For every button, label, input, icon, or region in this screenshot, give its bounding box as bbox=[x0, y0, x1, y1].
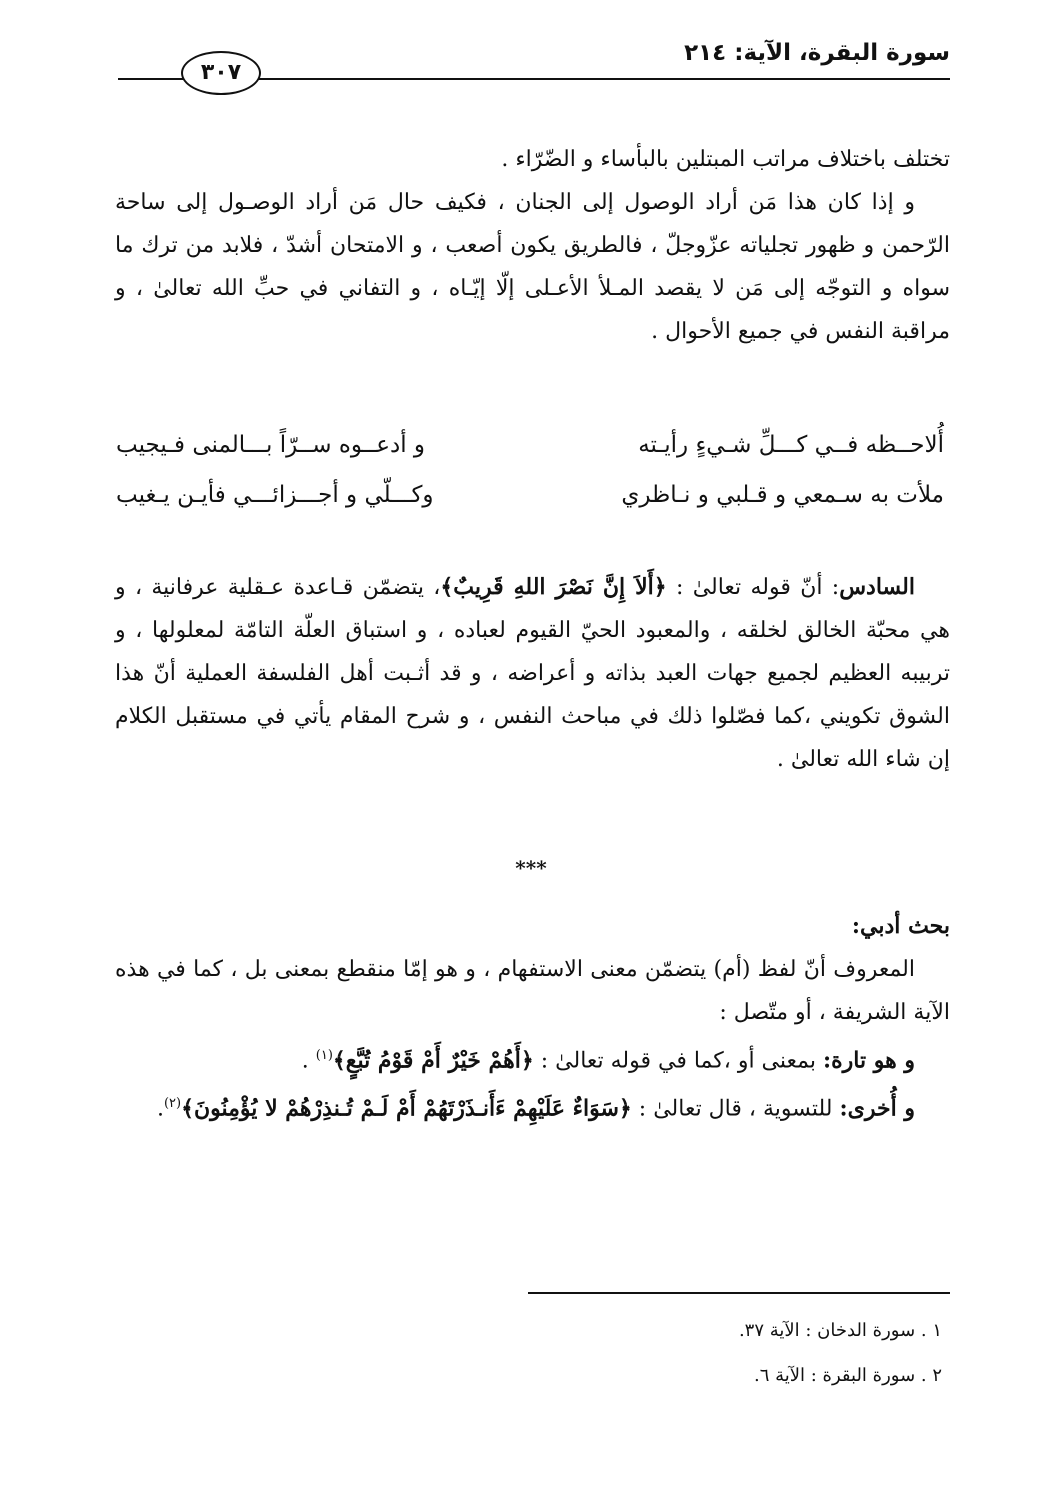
quran-verse: ﴿أَهُمْ خَيْرٌ أَمْ قَوْمُ تُبَّعٍ﴾ bbox=[332, 1047, 534, 1074]
opening-text bbox=[115, 138, 950, 353]
poem-verse-2 bbox=[116, 482, 944, 508]
section-six-intro: : أنّ قوله تعالىٰ : bbox=[666, 575, 840, 600]
paragraph-paradise: و إذا كان هذا مَن أراد الوصول إلى الجنان ، فكيف حال مَن أراد الوصـول إلى ساحة الرّحمن و ظهور تجلياته عزّوجلّ ، فالطريق يكون أصعب ، و الامتحان أشدّ ، فلابد من ترك ما سواه و التوجّه إلى مَن لا يقصد المـلأ الأعـلى إلّا إيّـاه ، و التفاني في حبِّ الله تعالىٰ ، و مراقبة النفس في جميع الأحوال . bbox=[115, 190, 950, 344]
poem-hemistich-left: وكـــلّي و أجـــزائـــي فأيـن يـغيب bbox=[116, 482, 434, 508]
literary-label-second: و أُخرى: bbox=[839, 1095, 915, 1122]
literary-paragraph-2 bbox=[115, 1034, 950, 1082]
quran-verse: ﴿أَلاَ إِنَّ نَصْرَ اللهِ قَرِيبٌ﴾ bbox=[440, 574, 667, 600]
footnote-2: ٢ . سورة البقرة : الآية ٦. bbox=[753, 1365, 942, 1386]
paragraph-continuation: تختلف باختلاف مراتب المبتلين بالبأساء و الضّرّاء . bbox=[501, 147, 950, 172]
footnote-rule bbox=[528, 1292, 950, 1294]
poem-hemistich-right: أُلاحــظه فــي كـــلِّ شـيءٍ رأيـته bbox=[638, 432, 944, 458]
poem-hemistich-right: ملأت به سـمعي و قـلبي و نـاظري bbox=[621, 482, 944, 508]
running-header-title: سورة البقرة، الآية: ٢١٤ bbox=[684, 40, 950, 66]
section-six-label: السادس bbox=[839, 574, 915, 600]
literary-label-first: و هو تارة: bbox=[822, 1047, 915, 1074]
literary-paragraph-1: المعروف أنّ لفظ (أم) يتضمّن معنى الاستفهام ، و هو إمّا منقطع بمعنى بل ، كما في هذه الآية الشريفة ، أو متّصل : bbox=[115, 957, 950, 1025]
literary-punct: . bbox=[156, 1096, 164, 1122]
literary-heading: بحث أدبي: bbox=[851, 913, 950, 939]
footnote-ref-2[interactable]: (٢) bbox=[163, 1096, 182, 1112]
literary-text: بمعنى أو ،كما في قوله تعالىٰ : bbox=[533, 1048, 823, 1074]
literary-paragraph-3 bbox=[115, 1082, 950, 1130]
footnote-ref-1[interactable]: (١) bbox=[315, 1048, 333, 1063]
quran-verse: ﴿سَوَاءٌ عَلَيْهِمْ ءَأَنـذَرْتَهُمْ أَمْ لَـمْ تُـنذِرْهُمْ لا يُؤْمِنُونَ﴾ bbox=[181, 1095, 632, 1122]
section-separator: *** bbox=[515, 856, 547, 880]
page-number: ٣٠٧ bbox=[181, 51, 261, 95]
poem-hemistich-left: و أدعــوه ســرّاً بـــالمنى فـيجيب bbox=[116, 432, 426, 458]
section-six bbox=[115, 566, 950, 781]
literary-punct: . bbox=[301, 1048, 316, 1074]
footnote-1: ١ . سورة الدخان : الآية ٣٧. bbox=[738, 1320, 942, 1341]
section-six-paragraph bbox=[115, 566, 950, 781]
section-six-body: ، يتضمّن قـاعدة عـقلية عرفانية ، و هي محبّة الخالق لخلقه ، والمعبود الحيّ القيوم لعباده ، و استباق العلّة التامّة لمعلولها ، و تربيبه العظيم لجميع جهات العبد بذاته و أعراضه ، و قد أثـبت أهل الفلسفة العملية أنّ هذا الشوق تكويني ،كما فصّلوا ذلك في مباحث النفس ، و شرح المقام يأتي في مستقبل الكلام إن شاء الله تعالىٰ . bbox=[115, 575, 950, 772]
literary-text: للتسوية ، قال تعالىٰ : bbox=[631, 1096, 840, 1122]
poem-verse-1 bbox=[116, 432, 944, 458]
literary-section bbox=[115, 905, 950, 1131]
